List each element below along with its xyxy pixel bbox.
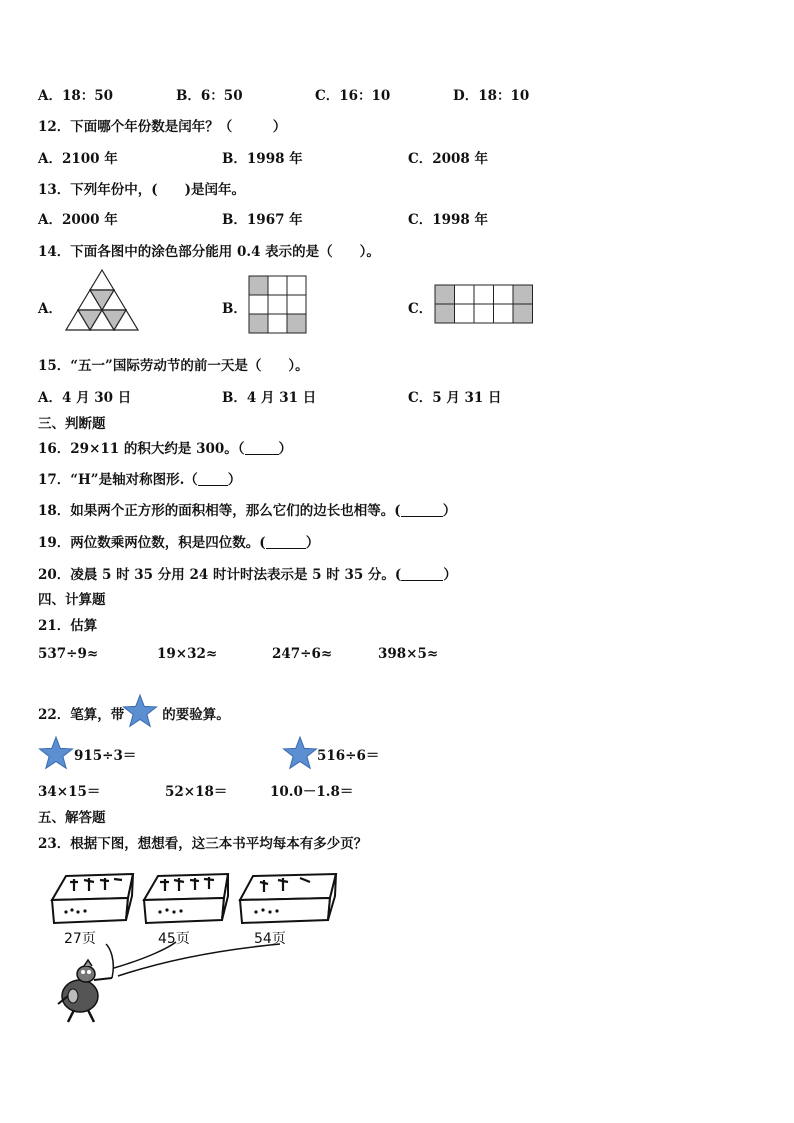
q16-statement — [38, 437, 292, 457]
q19-statement — [38, 531, 319, 551]
q19-text: 19．两位数乘两位数，积是四位数。( — [38, 535, 266, 551]
q13-option-a[interactable]: A．2000 年 — [38, 212, 118, 228]
q15-option-c[interactable]: C．5 月 31 日 — [408, 390, 502, 406]
q23-question: 23．根据下图，想想看，这三本书平均每本有多少页？ — [38, 836, 368, 852]
q14-grid-3x3-figure — [248, 275, 308, 334]
q14-option-a-label[interactable]: A． — [38, 301, 62, 317]
q20-answer-blank[interactable] — [401, 568, 443, 581]
q16-close-paren: ） — [278, 441, 293, 457]
q16-answer-blank[interactable] — [245, 442, 279, 455]
q14-triangle-figure — [64, 268, 140, 336]
q20-close-paren: ） — [443, 567, 457, 583]
q22-text-after: 的要验算。 — [162, 707, 230, 723]
q20-text: 20．凌晨 5 时 35 分用 24 时计时法表示是 5 时 35 分。( — [38, 567, 402, 583]
q20-statement — [38, 563, 457, 583]
q13-option-c[interactable]: C．1998 年 — [408, 212, 489, 228]
q17-text: 17．“H”是轴对称图形.（ — [38, 472, 198, 488]
q12-option-c[interactable]: C．2008 年 — [408, 151, 489, 167]
book-3-icon — [240, 874, 336, 923]
q22-problem-2[interactable]: 52×18＝ — [165, 784, 228, 800]
star-icon — [282, 736, 318, 770]
q21-estimate-3[interactable]: 247÷6≈ — [272, 646, 333, 662]
book-1-icon — [52, 874, 133, 923]
section-answer-title: 五、解答题 — [38, 810, 106, 826]
q22-problem-3[interactable]: 10.0－1.8＝ — [270, 784, 354, 800]
q21-question: 21．估算 — [38, 618, 98, 634]
q16-text: 16．29×11 的积大约是 300。（ — [38, 441, 245, 457]
q15-option-b[interactable]: B．4 月 31 日 — [222, 390, 317, 406]
q21-estimate-2[interactable]: 19×32≈ — [157, 646, 218, 662]
q23-books-illustration — [48, 868, 348, 1028]
q18-statement — [38, 499, 456, 519]
book-2-pages: 45页 — [158, 931, 190, 947]
q11-option-b[interactable]: B．6：50 — [176, 88, 243, 104]
q21-estimate-4[interactable]: 398×5≈ — [378, 646, 439, 662]
q12-option-a[interactable]: A．2100 年 — [38, 151, 118, 167]
q14-grid-5x2-figure — [434, 284, 534, 325]
q17-answer-blank[interactable] — [198, 473, 228, 486]
q22-problem-1[interactable]: 34×15＝ — [38, 784, 101, 800]
book-1-pages: 27页 — [64, 931, 96, 947]
q18-text: 18．如果两个正方形的面积相等，那么它们的边长也相等。( — [38, 503, 401, 519]
q12-question: 12．下面哪个年份数是闰年？（ ） — [38, 119, 287, 135]
q15-option-a[interactable]: A．4 月 30 日 — [38, 390, 132, 406]
star-icon — [122, 694, 158, 728]
q17-statement — [38, 468, 241, 488]
q17-close-paren: ） — [227, 472, 242, 488]
q22-starred-problem-2[interactable]: 516÷6＝ — [317, 748, 380, 764]
section-judgment-title: 三、判断题 — [38, 416, 106, 432]
book-3-pages: 54页 — [254, 931, 286, 947]
cartoon-character-icon — [58, 960, 112, 1022]
q18-answer-blank[interactable] — [401, 504, 443, 517]
q13-question: 13．下列年份中，( )是闰年。 — [38, 182, 246, 198]
star-icon — [38, 736, 74, 770]
q21-estimate-1[interactable]: 537÷9≈ — [38, 646, 99, 662]
q11-option-a[interactable]: A．18：50 — [38, 88, 114, 104]
q11-option-c[interactable]: C．16：10 — [315, 88, 391, 104]
q19-close-paren: ） — [305, 535, 320, 551]
q14-question: 14．下面各图中的涂色部分能用 0.4 表示的是（ ）。 — [38, 244, 380, 260]
q12-option-b[interactable]: B．1998 年 — [222, 151, 303, 167]
q13-option-b[interactable]: B．1967 年 — [222, 212, 303, 228]
book-2-icon — [144, 874, 228, 923]
q11-option-d[interactable]: D．18：10 — [453, 88, 530, 104]
section-calculation-title: 四、计算题 — [38, 592, 106, 608]
q19-answer-blank[interactable] — [266, 536, 306, 549]
q22-text-before: 22．笔算，带 — [38, 707, 125, 723]
q14-option-c-label[interactable]: C． — [408, 301, 433, 317]
q22-starred-problem-1[interactable]: 915÷3＝ — [74, 748, 137, 764]
q15-question: 15．“五一”国际劳动节的前一天是（ ）。 — [38, 358, 309, 374]
q18-close-paren: ） — [442, 503, 457, 519]
q14-option-b-label[interactable]: B． — [222, 301, 247, 317]
